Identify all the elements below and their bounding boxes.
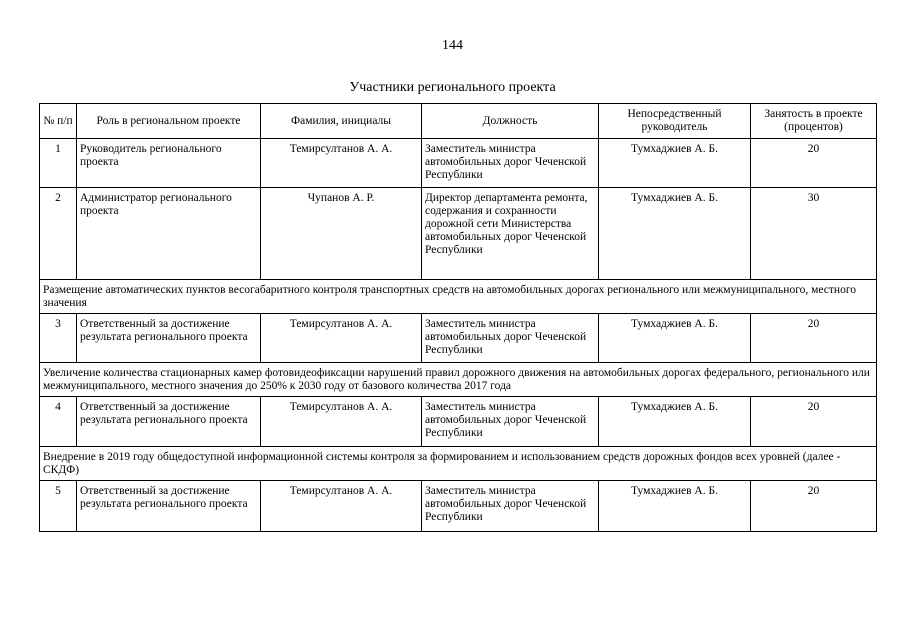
row-load: 20 (751, 139, 877, 188)
row-load: 30 (751, 188, 877, 280)
row-number: 1 (40, 139, 77, 188)
row-position: Заместитель министра автомобильных дорог Чеченской Республики (422, 139, 599, 188)
row-name: Чупанов А. Р. (261, 188, 422, 280)
row-name: Темирсултанов А. А. (261, 481, 422, 532)
row-name: Темирсултанов А. А. (261, 397, 422, 447)
section-title: Внедрение в 2019 году общедоступной информационной системы контроля за формированием и использованием средств дорожных фондов всех уровней (далее - СКДФ) (40, 447, 877, 481)
table-row (40, 314, 877, 363)
row-position: Директор департамента ремонта, содержания и сохранности дорожной сети Министерства автомобильных дорог Чеченской Республики (422, 188, 599, 280)
header-supervisor: Непосредственный руководитель (599, 104, 751, 139)
section-row (40, 363, 877, 397)
header-load: Занятость в проекте (процентов) (751, 104, 877, 139)
row-supervisor: Тумхаджиев А. Б. (599, 314, 751, 363)
row-supervisor: Тумхаджиев А. Б. (599, 139, 751, 188)
header-number: № п/п (40, 104, 77, 139)
row-name: Темирсултанов А. А. (261, 314, 422, 363)
row-position: Заместитель министра автомобильных дорог Чеченской Республики (422, 397, 599, 447)
participants-table (39, 103, 877, 532)
row-supervisor: Тумхаджиев А. Б. (599, 481, 751, 532)
row-position: Заместитель министра автомобильных дорог Чеченской Республики (422, 314, 599, 363)
row-load: 20 (751, 397, 877, 447)
table-header-row (40, 104, 877, 139)
table-row (40, 139, 877, 188)
row-position: Заместитель министра автомобильных дорог Чеченской Республики (422, 481, 599, 532)
section-row (40, 280, 877, 314)
row-supervisor: Тумхаджиев А. Б. (599, 397, 751, 447)
table-row (40, 481, 877, 532)
row-load: 20 (751, 481, 877, 532)
section-title: Увеличение количества стационарных камер фотовидеофиксации нарушений правил дорожного движения на автомобильных дорогах федерального, регионального или межмуниципального, местного значения до 250% к 2030 году от базового количества 2017 года (40, 363, 877, 397)
row-number: 2 (40, 188, 77, 280)
row-number: 3 (40, 314, 77, 363)
row-role: Ответственный за достижение результата регионального проекта (77, 314, 261, 363)
row-role: Администратор регионального проекта (77, 188, 261, 280)
row-number: 4 (40, 397, 77, 447)
row-supervisor: Тумхаджиев А. Б. (599, 188, 751, 280)
row-number: 5 (40, 481, 77, 532)
row-load: 20 (751, 314, 877, 363)
section-row (40, 447, 877, 481)
document-title: Участники регионального проекта (349, 80, 556, 95)
row-role: Ответственный за достижение результата регионального проекта (77, 481, 261, 532)
header-name: Фамилия, инициалы (261, 104, 422, 139)
table-row (40, 397, 877, 447)
header-position: Должность (422, 104, 599, 139)
header-role: Роль в региональном проекте (77, 104, 261, 139)
row-role: Ответственный за достижение результата регионального проекта (77, 397, 261, 447)
table-row (40, 188, 877, 280)
row-name: Темирсултанов А. А. (261, 139, 422, 188)
row-role: Руководитель регионального проекта (77, 139, 261, 188)
section-title: Размещение автоматических пунктов весогабаритного контроля транспортных средств на автомобильных дорогах регионального или межмуниципального, местного значения (40, 280, 877, 314)
page-number: 144 (442, 38, 463, 53)
